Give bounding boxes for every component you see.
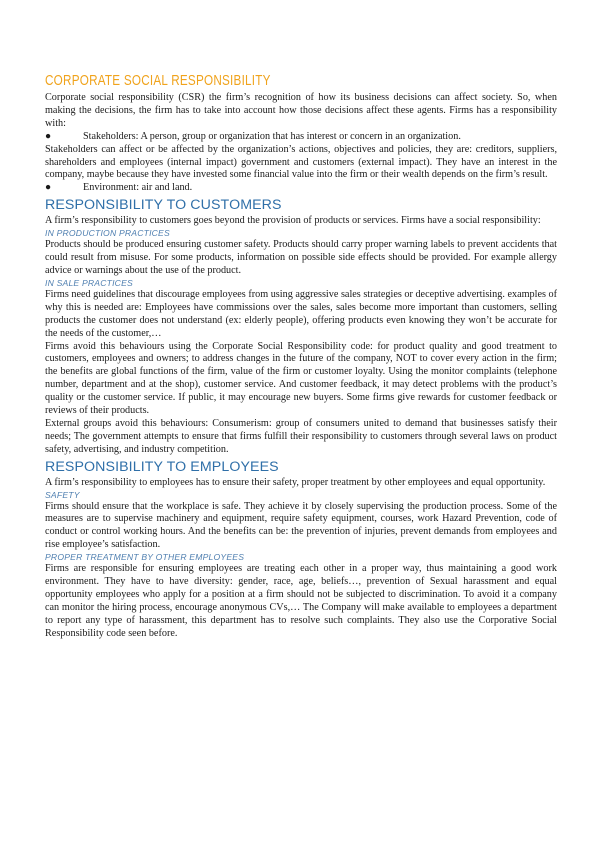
- bullet-text: Stakeholders: A person, group or organization that has interest or concern in an organization.: [83, 130, 461, 142]
- sale-text-3: External groups avoid this behaviours: Consumerism: group of consumers united to demand that businesses satisfy their needs; The government attempts to ensure that firms fulfill their responsibility to customers through several laws on product safety, advertising, and industry competition.: [45, 417, 557, 455]
- safety-subheading: SAFETY: [45, 489, 80, 500]
- csr-intro: Corporate social responsibility (CSR) the firm’s recognition of how its business decisions can affect society. So, when making the decisions, the firm has to take into account how those decisions affect these agents. Firms has a responsibility with:: [45, 92, 557, 129]
- customers-heading: RESPONSIBILITY TO CUSTOMERS: [45, 197, 282, 214]
- bullet-environment: [45, 182, 557, 195]
- stakeholders-text: Stakeholders can affect or be affected by the organization’s actions, objectives and policies, they are: creditors, suppliers, shareholders and employees (internal impact) government and customers (external impact). They have an interest in the company, maybe because they have invested some financial value into the firm or their wealth depends on the firm’s result.: [45, 143, 557, 181]
- bullet-icon: ●: [45, 182, 52, 194]
- bullet-icon: ●: [45, 130, 52, 142]
- bullet-stakeholders: [45, 131, 557, 144]
- production-text: Products should be produced ensuring customer safety. Products should carry proper warning labels to prevent accidents that could result from misuse. For some products, information on possible side effects should be provided. For example allergy advice or warnings about the use of the product.: [45, 239, 557, 276]
- customers-intro: A firm’s responsibility to customers goes beyond the provision of products or services. Firms have a social responsibility:: [45, 215, 541, 227]
- sale-text-1: Firms need guidelines that discourage employees from using aggressive sales strategies or deceptive advertising. examples of why this is needed are: Employees have commissions over the sales, sales become more important than customers, selling products the customer does not understand (ex: elderly people), offering products even knowing they won’t be accurate for the needs of the customer,…: [45, 288, 557, 339]
- employees-heading: RESPONSIBILITY TO EMPLOYEES: [45, 458, 279, 475]
- safety-text: Firms should ensure that the workplace is safe. They achieve it by closely supervising the production process. Some of the measures are to supervise machinery and equipment, require safety equipment, courses, work Hazard Prevention, code of conduct or control working hours. And the benefits can be: the prevention of injuries, prevent demands from employees and rise employee’s satisfaction.: [45, 500, 557, 551]
- sale-text-2: Firms avoid this behaviours using the Corporate Social Responsibility code: for product quality and good treatment to customers, employees and owners; to address changes in the future of the company, NOT to cover every action in the firm; the benefits are global functions of the firm, value of the firm or customer loyalty. Using the monitor complaints (telephone number, department and at the shop), customer service. And customer feedback, it may detect problems with the product’s quality or the customer service. If public, it may encourage new buyers. Some firms give rewards for customer feedback or reviews of their products.: [45, 340, 557, 417]
- document-body: [45, 72, 557, 641]
- sale-subheading: IN SALE PRACTICES: [45, 277, 133, 288]
- treatment-subheading: PROPER TREATMENT BY OTHER EMPLOYEES: [45, 552, 245, 563]
- document-title: CORPORATE SOCIAL RESPONSIBILITY: [45, 72, 271, 89]
- treatment-text: Firms are responsible for ensuring employees are treating each other in a proper way, thus maintaining a good work environment. They have to have diversity: gender, race, age, beliefs…, prevention of Sexual harassment and equal opportunity employees who apply for a position at a firm should not be subjected to discrimination. To avoid it a company can monitor the hiring process, encourage anonymous CVs,… The Company will make available to employees a department to report any type of harassment, this department has to resolve such complaints. They also use the Corporative Social Responsibility code seen before.: [45, 563, 557, 639]
- production-subheading: IN PRODUCTION PRACTICES: [45, 228, 170, 239]
- employees-intro: A firm’s responsibility to employees has to ensure their safety, proper treatment by other employees and equal opportunity.: [45, 476, 546, 488]
- bullet-text: Environment: air and land.: [83, 182, 193, 194]
